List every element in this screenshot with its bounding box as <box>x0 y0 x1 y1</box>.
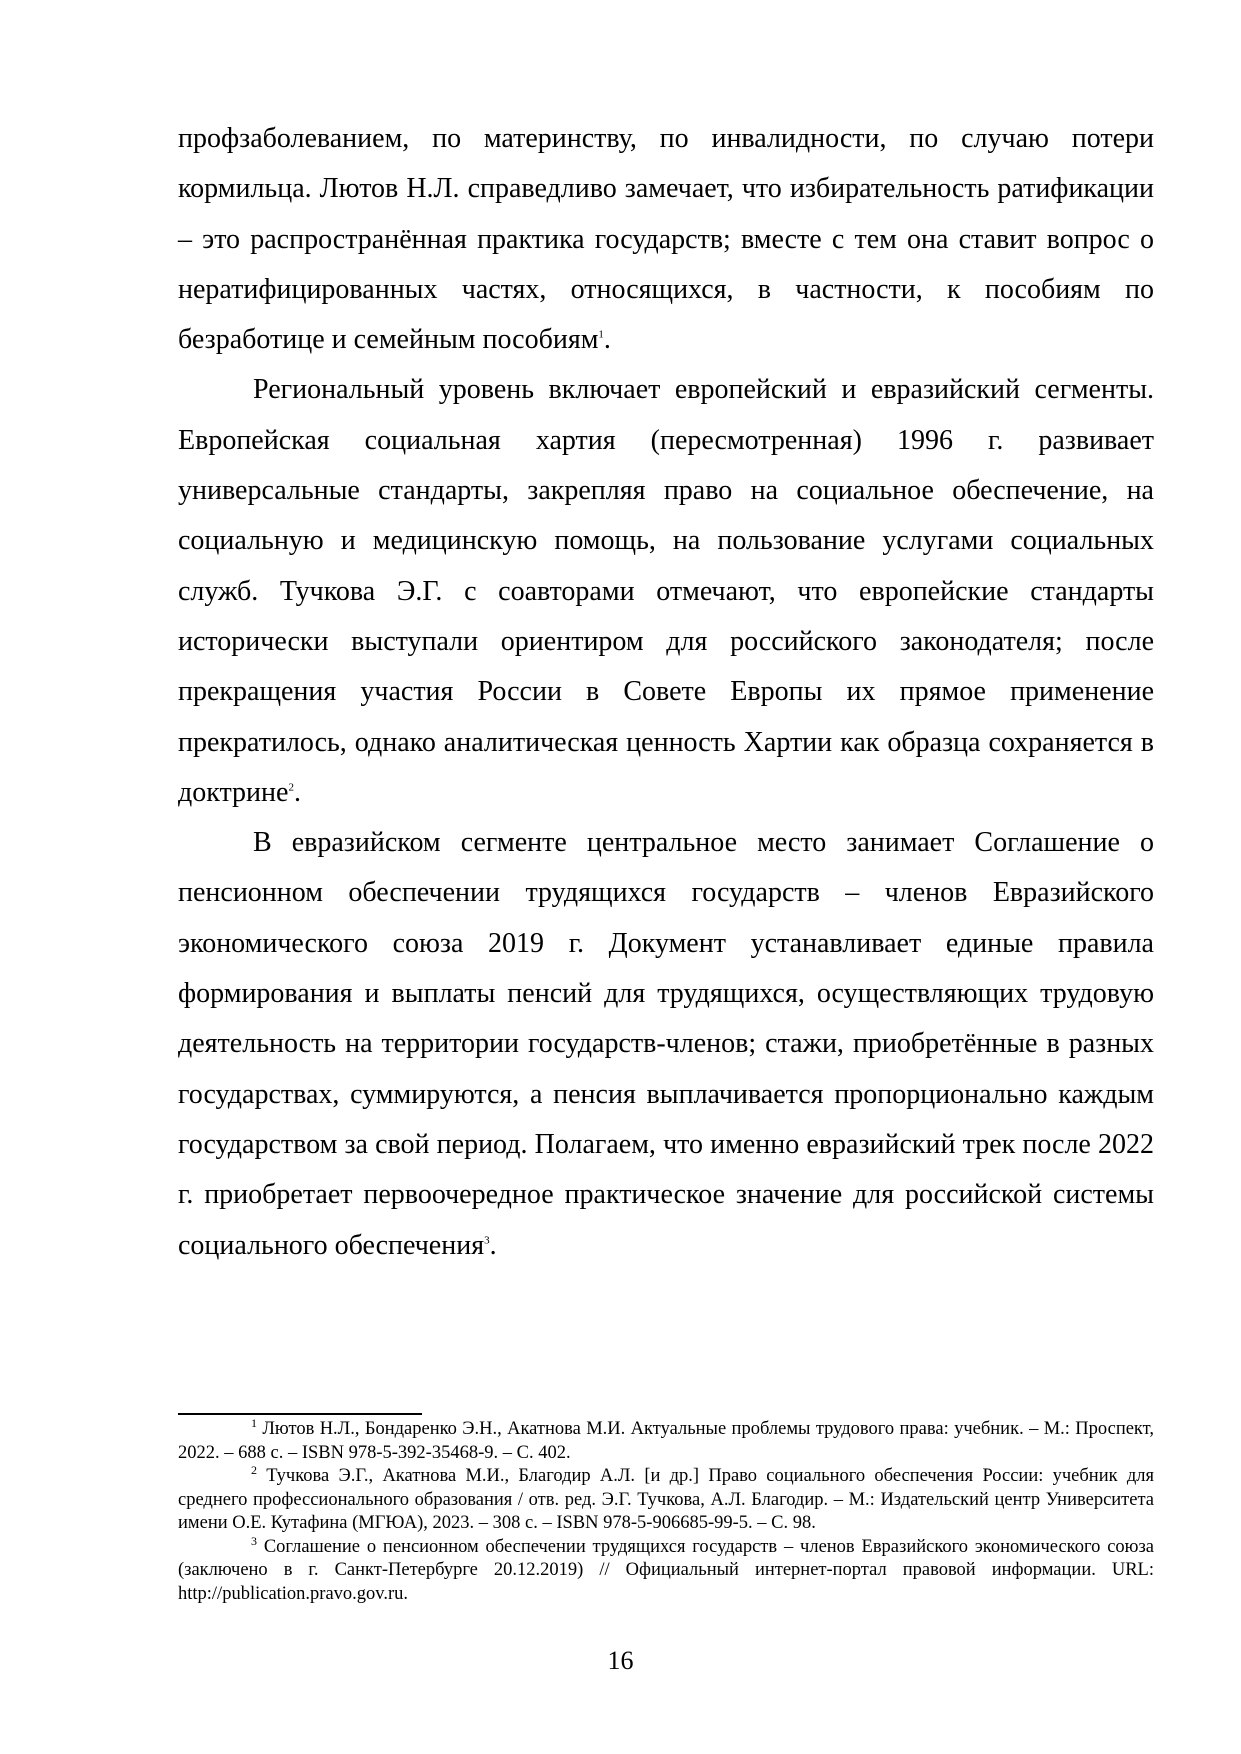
paragraph-1-tail: . <box>603 324 611 356</box>
footnote-3 <box>178 1533 1154 1607</box>
footnote-3-number: 3 <box>251 1533 257 1548</box>
footnotes <box>178 1415 1155 1606</box>
paragraph-2-tail: . <box>293 776 301 808</box>
paragraph-3 <box>178 818 1154 1271</box>
footnote-reference-2[interactable]: 2 <box>288 781 294 794</box>
main-text <box>178 114 1154 1271</box>
footnote-2-text: Тучкова Э.Г., Акатнова М.И., Благодир А.Л. [и др.] Право социального обеспечения России: учебник для среднего профессионального образования / отв. ред. Э.Г. Тучкова, А.Л. Благодир. – М.: Издательский центр Университета имени О.Е. Кутафина (МГЮА), 2023. – 308 с. – ISBN 978-5-906685-99-5. – С. 98. <box>178 1466 1155 1533</box>
footnote-reference-1[interactable]: 1 <box>598 328 604 341</box>
footnote-1-text: Лютов Н.Л., Бондаренко Э.Н., Акатнова М.И. Актуальные проблемы трудового права: учебник. – М.: Проспект, 2022. – 688 с. – ISBN 978-5-392-35468-9. – С. 402. <box>178 1419 1154 1463</box>
paragraph-1-text: профзаболеванием, по материнству, по инвалидности, по случаю потери кормильца. Лютов Н.Л. справедливо замечает, что избирательность ратификации – это распространённая практика государств; вместе с тем она ставит вопрос о нератифицированных частях, относящихся, в частности, к пособиям по безработице и семейным пособиям <box>178 123 1154 356</box>
page-number: 16 <box>607 1646 634 1675</box>
paragraph-2 <box>178 365 1154 818</box>
footnote-2-number: 2 <box>251 1462 257 1477</box>
footnote-1 <box>178 1415 1154 1465</box>
paragraph-2-text: Региональный уровень включает европейский и евразийский сегменты. Европейская социальная хартия (пересмотренная) 1996 г. развивает универсальные стандарты, закрепляя право на социальное обеспечение, на социальную и медицинскую помощь, на пользование услугами социальных служб. Тучкова Э.Г. с соавторами отмечают, что европейские стандарты исторически выступали ориентиром для российского законодателя; после прекращения участия России в Совете Европы их прямое применение прекратилось, однако аналитическая ценность Хартии как образца сохраняется в доктрине <box>178 374 1154 808</box>
footnote-reference-3[interactable]: 3 <box>484 1234 490 1247</box>
paragraph-3-text: В евразийском сегменте центральное место занимает Соглашение о пенсионном обеспечении трудящихся государств – членов Евразийского экономического союза 2019 г. Документ устанавливает единые правила формирования и выплаты пенсий для трудящихся, осуществляющих трудовую деятельность на территории государств-членов; стажи, приобретённые в разных государствах, суммируются, а пенсия выплачивается пропорционально каждым государством за свой период. Полагаем, что именно евразийский трек после 2022 г. приобретает первоочередное практическое значение для российской системы социального обеспечения <box>178 827 1154 1261</box>
paragraph-3-tail: . <box>489 1229 497 1261</box>
footnote-1-number: 1 <box>251 1415 257 1430</box>
footnote-2 <box>178 1462 1155 1536</box>
paragraph-1 <box>178 114 1154 365</box>
footnote-separator <box>178 1413 422 1415</box>
footnote-3-text: Соглашение о пенсионном обеспечении трудящихся государств – членов Евразийского экономического союза (заключено в г. Санкт-Петербурге 20.12.2019) // Официальный интернет-портал правовой информации. URL: http://publication.pravo.gov.ru. <box>178 1536 1154 1604</box>
